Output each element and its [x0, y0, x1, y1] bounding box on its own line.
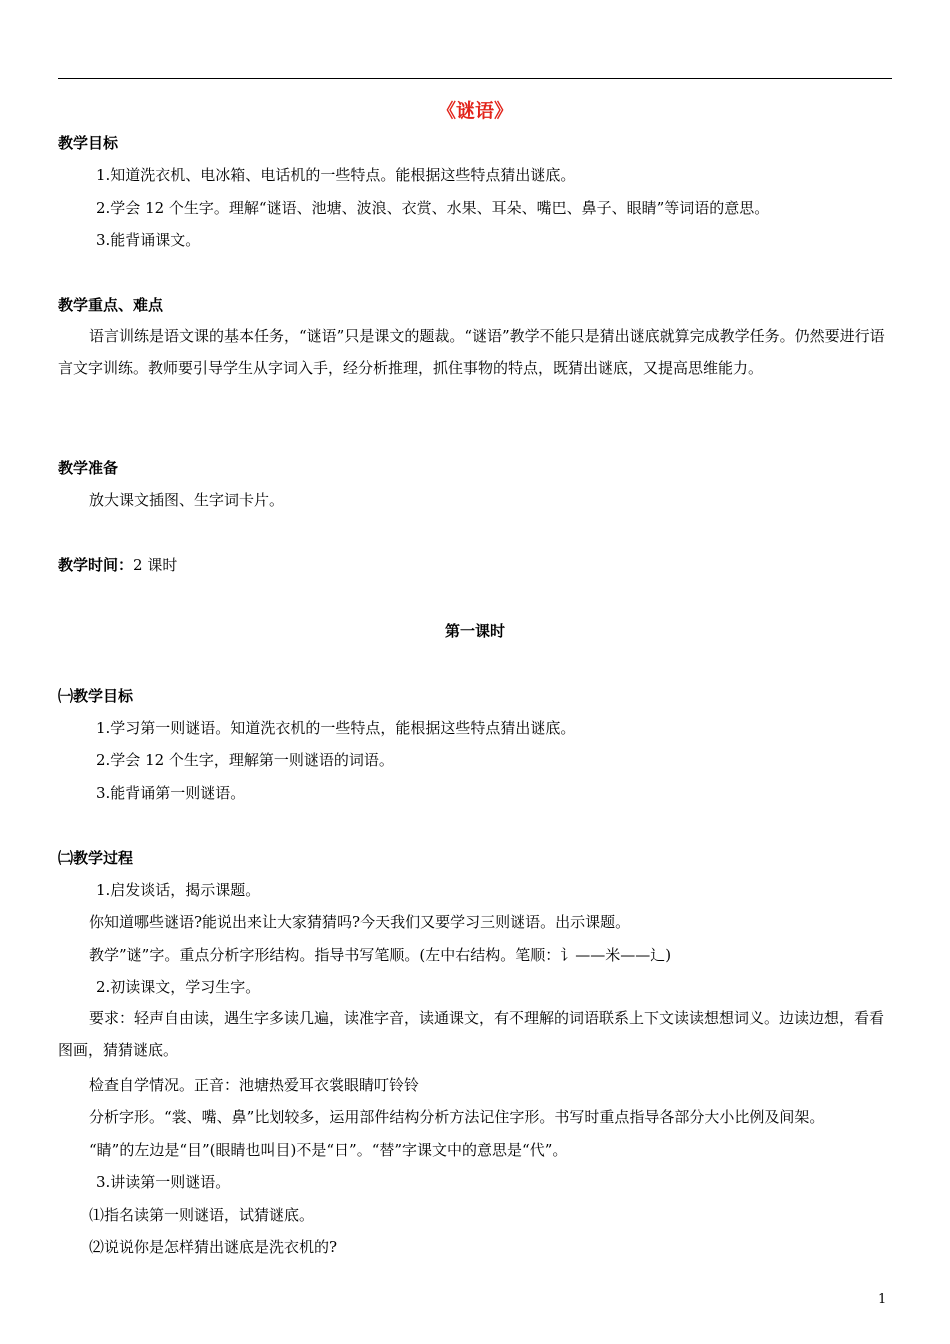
process-line-10: ⑴指名读第一则谜语，试猜谜底。 [89, 1206, 315, 1224]
process-line-5: 要求：轻声自由读，遇生字多读几遍，读准字音，读通课文，有不理解的词语联系上下文读读想想词义。边读边想，看看图画，猜猜谜底。 [58, 1009, 885, 1059]
lesson1-heading: 第一课时 [444, 622, 505, 640]
lesson1-objective-1: 1.学习第一则谜语。知道洗衣机的一些特点，能根据这些特点猜出谜底。 [96, 719, 576, 737]
process-line-8: “睛”的左边是“目”(眼睛也叫目)不是“日”。“替”字课文中的意思是“代”。 [89, 1141, 568, 1159]
process-line-6: 检查自学情况。正音：池塘热爱耳衣裳眼睛叮铃铃 [89, 1076, 420, 1094]
lesson1-objective-2: 2.学会 12 个生字，理解第一则谜语的词语。 [96, 751, 394, 769]
lesson1-objective-3: 3.能背诵第一则谜语。 [96, 784, 246, 802]
key-points-text: 语言训练是语文课的基本任务，“谜语”只是课文的题裁。“谜语”教学不能只是猜出谜底就算完成教学任务。仍然要进行语言文字训练。教师要引导学生从字词入手，经分析推理，抓住事物的特点，既猜出谜底，又提高思维能力。 [58, 327, 885, 377]
objectives-heading: 教学目标 [58, 134, 119, 152]
objective-item-1: 1.知道洗衣机、电冰箱、电话机的一些特点。能根据这些特点猜出谜底。 [96, 166, 576, 184]
process-line-4: 2.初读课文，学习生字。 [96, 978, 261, 996]
page-number: 1 [878, 1292, 887, 1307]
process-line-3: 教学”谜”字。重点分析字形结构。指导书写笔顺。(左中右结构。笔顺：讠——米——辶) [89, 946, 672, 964]
process-line-2: 你知道哪些谜语?能说出来让大家猜猜吗?今天我们又要学习三则谜语。出示课题。 [89, 913, 631, 931]
process-line-11: ⑵说说你是怎样猜出谜底是洗衣机的? [89, 1238, 338, 1256]
objective-item-3: 3.能背诵课文。 [96, 231, 201, 249]
header-rule [58, 78, 892, 79]
lesson1-objectives-heading: ㈠教学目标 [58, 687, 134, 705]
process-line-9: 3.讲读第一则谜语。 [96, 1173, 231, 1191]
key-points-heading: 教学重点、难点 [58, 296, 164, 314]
preparation-text: 放大课文插图、生字词卡片。 [89, 491, 285, 509]
teaching-time [58, 554, 177, 575]
objective-item-2: 2.学会 12 个生字。理解“谜语、池塘、波浪、衣赏、水果、耳朵、嘴巴、鼻子、眼睛”等词语的意思。 [96, 199, 770, 217]
lesson1-process-heading: ㈡教学过程 [58, 849, 134, 867]
preparation-heading: 教学准备 [58, 459, 119, 477]
teaching-time-label: 教学时间： [58, 556, 134, 574]
teaching-time-value: 2 课时 [133, 556, 178, 574]
process-line-1: 1.启发谈话，揭示课题。 [96, 881, 261, 899]
document-title: 《谜语》 [436, 100, 513, 122]
process-line-7: 分析字形。“裳、嘴、鼻”比划较多，运用部件结构分析方法记住字形。书写时重点指导各部分大小比例及间架。 [89, 1108, 825, 1126]
